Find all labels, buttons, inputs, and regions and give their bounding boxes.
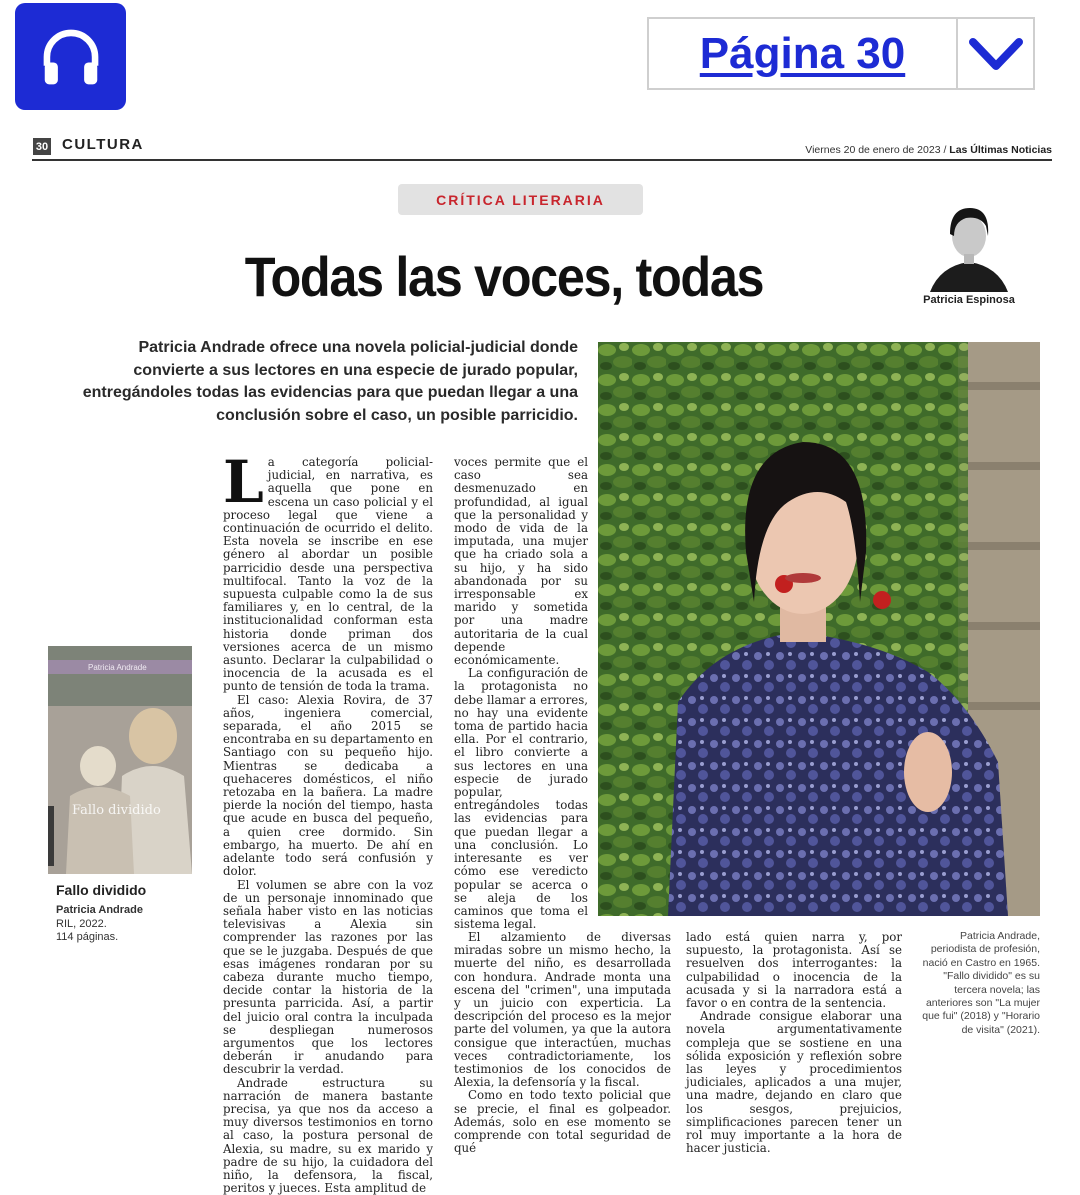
book-publisher: RIL, 2022. xyxy=(56,918,107,930)
article-column-2-lower xyxy=(454,931,671,1181)
book-author: Patricia Andrade xyxy=(56,904,144,916)
book-pages: 114 páginas. xyxy=(56,931,119,943)
kicker: CRÍTICA LITERARIA xyxy=(398,184,643,215)
book-cover xyxy=(48,646,192,874)
article-paragraph: a categoría policial-judicial, en narrativa, es aquella que pone en escena un caso policial y el proceso legal que viene a continuación de ocurrido el delito. Esta novela se inscribe en ese género al abordar un posible parricidio desde una perspectiva multifocal. Tanto la voz de la supuesta culpable como la de sus familiares y, en lo central, de la institucionalidad conforman esta historia donde priman dos versiones acerca de un mismo asunto. Declarar la culpabilidad o inocencia de la acusada es el punto de tensión de toda la trama. xyxy=(223,455,433,694)
cover-title: Fallo dividido xyxy=(72,803,161,818)
page-selector-toggle[interactable] xyxy=(956,19,1033,88)
newspaper-page xyxy=(24,118,1060,1195)
page-number: 30 xyxy=(33,138,51,155)
publication-name: Las Últimas Noticias xyxy=(949,144,1052,156)
article-paragraph: El caso: Alexia Rovira, de 37 años, ingeniera comercial, separada, el año 2015 se encontraba en su departamento en Santiago con su pequeño hijo. Mientras se dedicaba a quehaceres domésticos, el niño retozaba en la bañera. La madre pierde la noción del tiempo, hasta que acude en busca del pequeño, a quien cree dormido. Sin embargo, ha muerto. De ahí en adelante todo será confusión y dolor. xyxy=(223,692,433,879)
article-paragraph: Andrade estructura su narración de manera bastante precisa, ya que nos da acceso a muy diversos testimonios en torno al caso, la postura personal de Alexia, su madre, su ex marido y padre de su hijo, la cuidadora del niño, la defensora, la fiscal, peritos y jueces. Esta amplitud de xyxy=(223,1075,433,1195)
page-selector[interactable] xyxy=(647,17,1035,90)
author-photo xyxy=(598,342,1040,916)
chevron-down-icon xyxy=(967,34,1025,74)
audio-button[interactable] xyxy=(15,3,126,110)
dateline: Viernes 20 de enero de 2023 / Las Últimas Noticias xyxy=(805,144,1052,156)
article-paragraph: Como en todo texto policial que se precie, el final es golpeador. Además, solo en ese momento se comprende con total seguridad de qué xyxy=(454,1088,671,1156)
photo-caption: Patricia Andrade, periodista de profesión, nació en Castro en 1965. "Fallo dividido" es su tercera novela; las anteriores son "La mujer que fui" (2018) y "Horario de visita" (2021). xyxy=(922,930,1040,1036)
page-selector-label[interactable]: Página 30 xyxy=(699,28,906,78)
critic-name: Patricia Espinosa xyxy=(923,294,1015,306)
critic-portrait xyxy=(910,196,1028,292)
lede: Patricia Andrade ofrece una novela policial-judicial donde convierte a sus lectores en una especie de jurado popular, entregándoles todas las evidencias para que puedan llegar a una conclusión sobre el caso, un posible parricidio. xyxy=(82,339,578,424)
article-paragraph: voces permite que el caso sea desmenuzado en profundidad, al igual que la personalidad y modo de vida de la imputada, una mujer que ha criado sola a su hijo, y ha sido abandonada por su irresponsable ex marido y sometida por una madre autoritaria de la cual depende económicamente. xyxy=(454,455,588,668)
article-column-1 xyxy=(223,448,433,1195)
header-rule xyxy=(32,159,1052,161)
section-name: CULTURA xyxy=(62,136,144,153)
issue-date: Viernes 20 de enero de 2023 xyxy=(805,144,941,156)
article-paragraph: El alzamiento de diversas miradas sobre un mismo hecho, la muerte del niño, es desarrollada con hondura. Andrade monta una escena del "crimen", una imputada y un juicio con experticia. La descripción del proceso es la mejor parte del volumen, ya que la autora consigue que interactúen, muchas veces contradictoriamente, los testimonios de los conocidos de Alexia, la defensoría y la fiscal. xyxy=(454,930,671,1090)
article-column-3 xyxy=(686,931,902,1181)
headphones-icon xyxy=(36,22,106,92)
article-paragraph: La configuración de la protagonista no debe llamar a errores, no hay una evidente toma de partido hacia ella. Por el contrario, el libro convierte a sus lectores en una especie de jurado popular, entregándoles todas las evidencias para que puedan llegar a una conclusión. Lo interesante es ver cómo ese veredicto popular se acerca o se aleja de los caminos que toma el sistema legal. xyxy=(454,666,588,932)
book-title: Fallo dividido xyxy=(56,882,147,898)
article-paragraph: Andrade consigue elaborar una novela argumentativamente compleja que se sostiene en una sólida exposición y reflexión sobre las leyes y procedimientos judiciales, aplicados a una mujer, una madre, dejando en claro que los sesgos, prejuicios, simplificaciones parecen tener un rol muy importante a la hora de hacer justicia. xyxy=(686,1009,902,1156)
article-column-2 xyxy=(454,455,588,932)
article-paragraph: El volumen se abre con la voz de un personaje innominado que señala haber visto en las noticias televisivas a Alexia sin comprender las razones por las que se le juzgaba. Después de que esas imágenes rondaran por su cabeza durante mucho tiempo, decide contar la historia de la presunta parricida. Así, a partir del juicio oral contra la inculpada se despliegan numerosos argumentos que los lectores deberán ir anudando para descubrir la verdad. xyxy=(223,877,433,1077)
headline: Todas las voces, todas xyxy=(244,245,764,308)
cover-author: Patricia Andrade xyxy=(88,663,147,672)
dropcap: L xyxy=(223,448,264,516)
article-paragraph: lado está quien narra y, por supuesto, la protagonista. Así se resuelven dos interrogantes: la culpabilidad o inocencia de la acusada y si la narradora está a favor o en contra de la sentencia. xyxy=(686,930,902,1011)
book-info xyxy=(56,918,118,944)
